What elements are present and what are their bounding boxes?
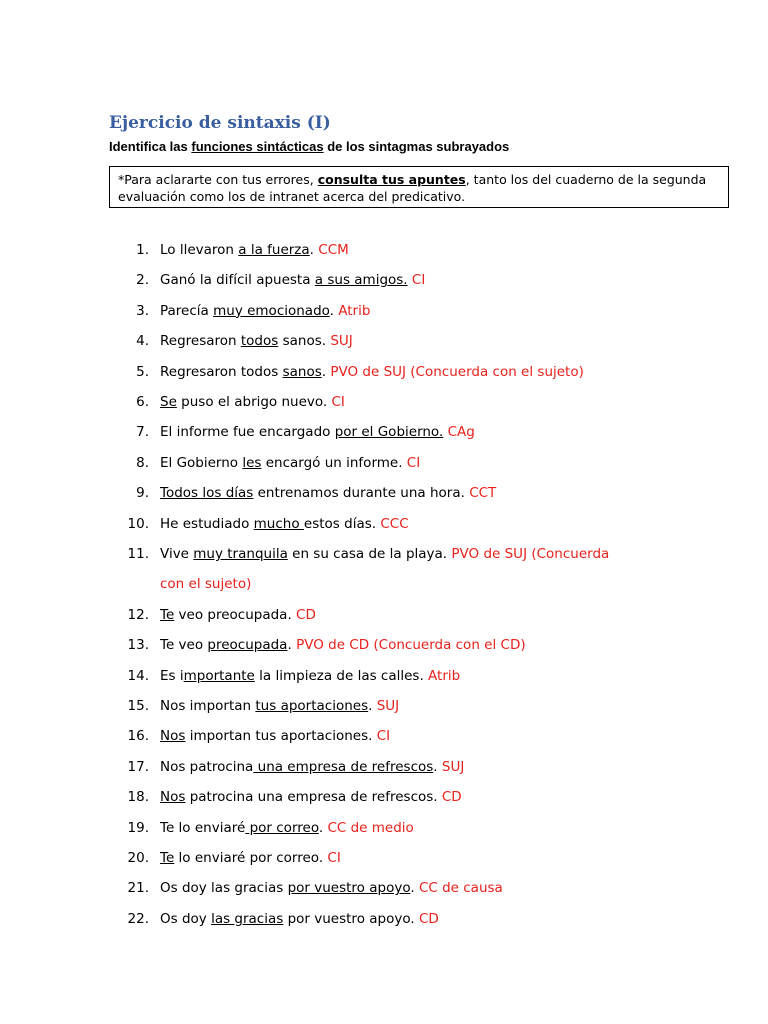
exercise-number: 3. [136,302,149,319]
exercise-item [0,392,768,414]
sentence-text: . [410,880,419,897]
exercise-number: 11. [127,546,149,562]
answer-label: SUJ [376,698,400,714]
answer-label: CC de causa [418,880,503,897]
exercise-item [0,726,768,748]
exercise-sentence [160,514,409,534]
exercise-number: 12. [127,606,149,623]
underlined-phrase: las gracias [211,910,284,927]
sentence-text: . [287,637,297,654]
sentence-text: Nos patrocina [160,758,254,775]
sentence-text: estos días. [303,515,381,532]
answer-label: PVO de SUJ (Concuerda con el sujeto) [330,363,584,380]
sentence-text: . [329,302,339,319]
answer-label: CI [327,850,341,866]
exercise-item [0,453,768,475]
answer-label: Atrib [338,302,371,319]
instructions-after: de los sintagmas subrayados [323,139,510,154]
underlined-phrase: por correo [245,819,319,836]
exercise-sentence [160,605,316,625]
answer-label: CAg [447,424,475,441]
sentence-text: patrocina una empresa de refrescos. [185,789,442,806]
underlined-phrase: mportante [183,667,255,684]
exercise-sentence [160,696,399,716]
answer-label: CD [296,606,316,623]
exercise-item [0,574,768,596]
note-box [109,166,729,208]
exercise-item [0,514,768,536]
answer-label: PVO de SUJ (Concuerda [451,546,610,562]
exercise-item [0,666,768,688]
sentence-text: He estudiado [160,515,254,532]
underlined-phrase: a sus amigos. [314,272,408,289]
exercise-sentence [160,362,584,382]
exercise-sentence [160,818,414,838]
exercise-sentence [160,331,353,351]
instructions-underlined: funciones sintácticas [191,139,324,154]
exercise-item [0,696,768,718]
sentence-text: Regresaron todos [160,363,283,380]
exercise-sentence [160,544,609,564]
exercise-number: 5. [136,363,149,380]
exercise-item [0,240,768,262]
sentence-text: por vuestro apoyo. [283,910,419,927]
exercise-number: 16. [127,728,149,745]
sentence-text: Es i [160,667,184,684]
exercise-number: 10. [127,515,149,532]
sentence-text: encargó un informe. [261,454,407,471]
exercise-item [0,605,768,627]
answer-label: CCT [469,485,497,502]
sentence-text: sanos. [278,333,331,350]
exercise-number: 9. [136,485,149,502]
exercise-sentence [160,240,349,260]
underlined-phrase: Todos los días [160,485,254,502]
exercise-number: 18. [127,789,149,806]
exercise-number: 1. [136,242,149,258]
instructions-before: Identifica las [109,139,192,154]
exercise-sentence [160,422,475,442]
exercise-sentence [160,270,425,290]
sentence-text: Regresaron [160,333,241,350]
answer-label: CD [441,789,462,806]
sentence-text: la limpieza de las calles. [254,667,429,684]
exercise-item [0,544,768,566]
sentence-text: . [368,698,377,714]
answer-label: CCC [380,515,409,532]
exercise-sentence [160,453,420,473]
sentence-text: Vive [160,546,194,562]
exercise-number: 2. [136,272,149,289]
underlined-phrase: sanos [282,363,322,380]
exercise-item [0,635,768,657]
sentence-text: Te veo [160,637,208,654]
underlined-phrase: mucho [253,515,304,532]
page-title: Ejercicio de sintaxis (I) [109,113,331,133]
answer-label: CD [418,910,439,927]
exercise-item [0,909,768,931]
underlined-phrase: una empresa de refrescos [253,758,434,775]
exercise-item [0,422,768,444]
underlined-phrase: todos [240,333,279,350]
exercise-item [0,757,768,779]
sentence-text: El informe fue encargado [160,424,335,441]
underlined-phrase: por el Gobierno. [334,424,444,441]
exercise-number: 21. [127,880,149,897]
underlined-phrase: Se [160,394,177,410]
answer-label: CI [376,728,391,745]
underlined-phrase: Te [160,850,175,866]
exercise-number: 6. [136,394,149,410]
sentence-text: veo preocupada. [174,606,297,623]
exercise-sentence [160,757,464,777]
underlined-phrase: por vuestro apoyo [287,880,411,897]
exercise-sentence [160,909,439,929]
sentence-text: Nos importan [160,698,256,714]
exercise-item [0,483,768,505]
exercise-sentence [160,635,526,655]
exercise-number: 8. [136,454,149,471]
underlined-phrase: muy tranquila [193,546,288,562]
sentence-text: Os doy las gracias [160,880,288,897]
sentence-text: Parecía [160,302,214,319]
exercise-sentence [160,666,460,686]
underlined-phrase: muy emocionado [213,302,330,319]
exercise-item [0,787,768,809]
answer-label: CI [406,454,421,471]
answer-label: CI [411,272,426,289]
exercise-number: 20. [127,850,149,866]
answer-label: CC de medio [327,819,414,836]
exercise-item [0,270,768,292]
exercise-number: 7. [136,424,149,441]
underlined-phrase: tus aportaciones [255,698,369,714]
exercise-item [0,848,768,870]
exercise-number: 4. [136,333,149,350]
answer-label: con el sujeto) [160,576,252,593]
exercise-sentence [160,301,370,321]
note-before: *Para aclararte con tus errores, [118,172,318,187]
exercise-sentence [160,574,251,594]
underlined-phrase: Nos [160,789,186,806]
exercise-number: 19. [127,819,149,836]
sentence-text: . [321,363,331,380]
sentence-text: lo enviaré por correo. [174,850,328,866]
sentence-text: puso el abrigo nuevo. [176,394,332,410]
sentence-text: en su casa de la playa. [287,546,452,562]
instructions [109,139,509,154]
answer-label: SUJ [330,333,353,350]
exercise-sentence [160,787,462,807]
underlined-phrase: les [242,454,262,471]
exercise-item [0,818,768,840]
note-emphasis: consulta tus apuntes [317,172,466,187]
sentence-text: Ganó la difícil apuesta [160,272,315,289]
exercise-item [0,301,768,323]
answer-label: CCM [318,242,349,258]
answer-label: SUJ [441,758,465,775]
answer-label: PVO de CD (Concuerda con el CD) [296,637,526,654]
exercise-number: 14. [127,667,149,684]
sentence-text: . [309,242,319,258]
sentence-text: Lo llevaron [160,242,239,258]
exercise-item [0,878,768,900]
sentence-text: El Gobierno [160,454,243,471]
sentence-text: importan tus aportaciones. [185,728,377,745]
exercise-item [0,331,768,353]
exercise-number: 22. [127,910,149,927]
exercise-sentence [160,878,503,898]
exercise-sentence [160,726,390,746]
answer-label: Atrib [428,667,461,684]
exercise-number: 13. [127,637,149,654]
sentence-text: Os doy [160,910,212,927]
sentence-text: . [433,758,442,775]
exercise-sentence [160,483,496,503]
note-after: , tanto los del cuaderno de la segunda evaluación como los de intranet acerca del predicativo. [118,172,707,204]
exercise-sentence [160,848,341,868]
underlined-phrase: preocupada [207,637,288,654]
exercise-number: 15. [127,698,149,714]
exercise-sentence [160,392,345,412]
sentence-text: Te lo enviaré [160,819,246,836]
underlined-phrase: a la fuerza [238,242,310,258]
underlined-phrase: Te [160,606,175,623]
sentence-text: entrenamos durante una hora. [253,485,470,502]
answer-label: CI [331,394,345,410]
underlined-phrase: Nos [160,728,186,745]
sentence-text: . [318,819,328,836]
exercise-number: 17. [127,758,149,775]
exercise-item [0,362,768,384]
